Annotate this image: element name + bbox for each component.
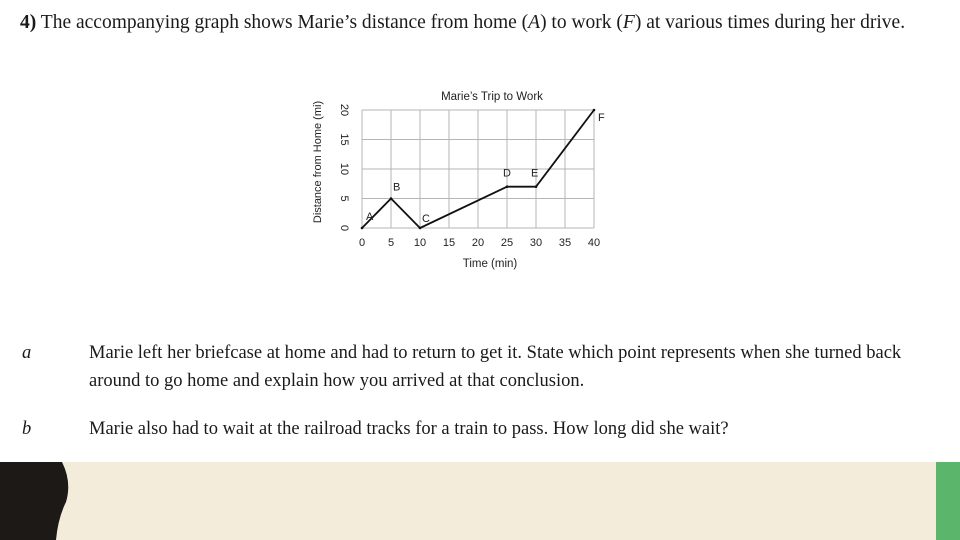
data-point — [506, 185, 509, 188]
var-a: A — [528, 12, 541, 33]
data-point — [535, 185, 538, 188]
y-tick-label: 20 — [338, 103, 350, 117]
question-body-mid: ) to work ( — [540, 12, 623, 33]
x-tick-label: 10 — [413, 237, 427, 249]
point-label-d: D — [503, 167, 511, 180]
x-tick-label: 20 — [471, 237, 485, 249]
y-axis-label: Distance from Home (mi) — [312, 100, 324, 224]
question-body-end: ) at various times during her drive. — [634, 12, 906, 33]
green-accent-bar — [936, 462, 960, 540]
chart-title: Marie’s Trip to Work — [441, 91, 543, 103]
bottom-band — [0, 462, 960, 540]
chart-ticks — [338, 104, 600, 249]
question-body: The accompanying graph shows Marie’s distance from home ( — [40, 12, 529, 33]
part-a-letter: a — [22, 343, 32, 363]
y-tick-label: 10 — [338, 162, 350, 176]
chart-svg — [300, 82, 630, 282]
point-label-e: E — [531, 167, 539, 180]
x-tick-label: 5 — [387, 237, 395, 249]
y-tick-label: 15 — [338, 133, 350, 146]
part-b-text: Marie also had to wait at the railroad tracks for a train to pass. How long did she wait? — [89, 419, 729, 439]
data-point — [419, 227, 422, 230]
x-tick-label: 25 — [500, 237, 514, 249]
x-axis-label: Time (min) — [462, 258, 518, 270]
y-tick-label: 0 — [338, 224, 350, 232]
point-label-c: C — [422, 213, 430, 225]
point-label-a: A — [366, 211, 374, 223]
x-tick-label: 40 — [587, 237, 601, 249]
x-tick-label: 30 — [529, 237, 543, 249]
data-point — [361, 227, 364, 230]
y-tick-label: 5 — [338, 195, 350, 202]
x-tick-label: 35 — [558, 237, 572, 249]
part-b-letter: b — [22, 419, 32, 439]
question-text — [20, 8, 920, 37]
x-tick-label: 0 — [358, 237, 366, 249]
point-label-b: B — [393, 181, 401, 194]
x-tick-label: 15 — [442, 237, 456, 249]
data-point — [593, 109, 596, 112]
var-f: F — [622, 12, 635, 33]
trip-chart — [300, 82, 630, 282]
question-number: 4) — [20, 12, 37, 33]
dark-corner-shape — [0, 462, 80, 540]
chart-grid — [362, 110, 594, 228]
point-label-f: F — [598, 112, 605, 124]
data-point — [390, 197, 393, 200]
part-a-text: Marie left her briefcase at home and had to return to get it. State which point represents when she turned back around to go home and explain how you arrived at that conclusion. — [89, 343, 902, 391]
